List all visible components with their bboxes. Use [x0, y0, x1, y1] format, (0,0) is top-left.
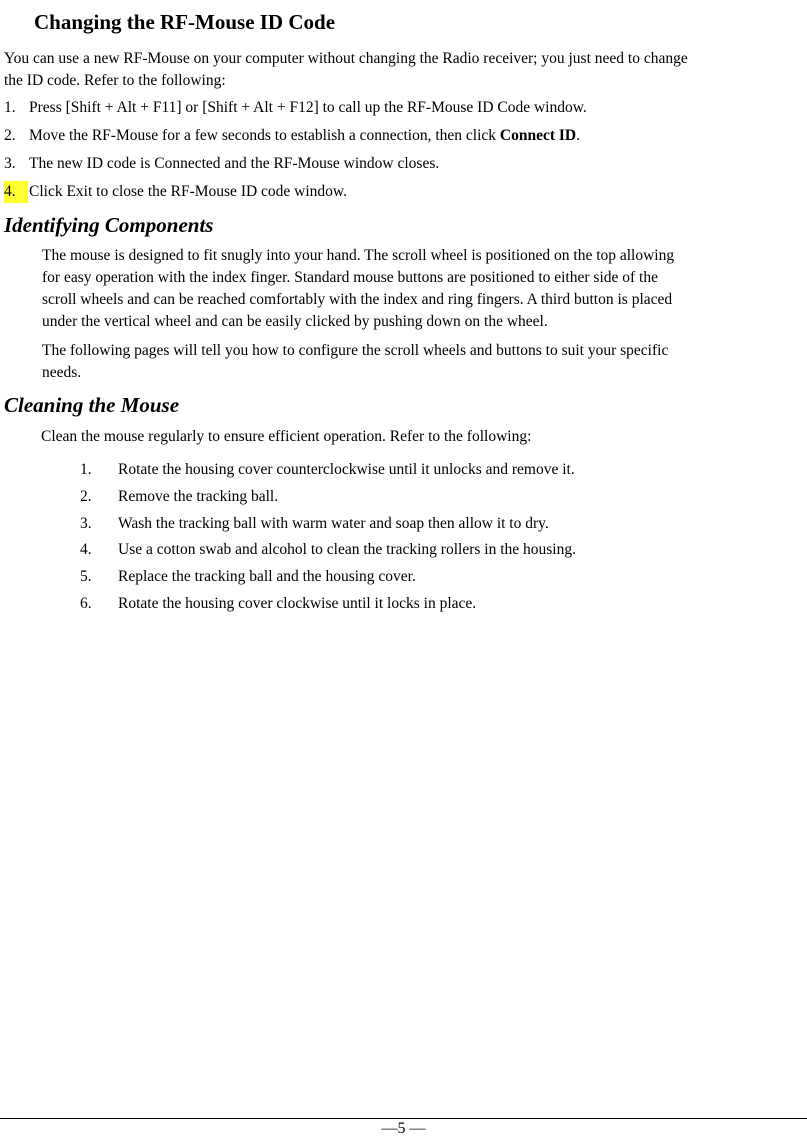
step-number: 6.: [80, 595, 92, 612]
step-text: Remove the tracking ball.: [118, 488, 279, 505]
step-text: The new ID code is Connected and the RF-Mouse window closes.: [29, 155, 440, 172]
step-number: 1.: [80, 461, 92, 478]
step-text-part: .: [576, 127, 581, 144]
step-text: Rotate the housing cover counterclockwise until it unlocks and remove it.: [118, 461, 575, 478]
paragraph-line: for easy operation with the index finger. Standard mouse buttons are positioned to either side of the: [42, 269, 658, 286]
step-text: [29, 125, 580, 147]
section-title-identifying: Identifying Components: [4, 213, 214, 237]
step-text: Use a cotton swab and alcohol to clean the tracking rollers in the housing.: [118, 541, 576, 558]
page-number: —5 —: [381, 1120, 426, 1137]
step-text: Click Exit to close the RF-Mouse ID code window.: [29, 183, 347, 200]
step-number: 3.: [80, 515, 92, 532]
step-text: Press [Shift + Alt + F11] or [Shift + Alt + F12] to call up the RF-Mouse ID Code window.: [29, 99, 587, 116]
list-item: [4, 97, 587, 119]
step-number: 1.: [4, 99, 16, 116]
list-item: [80, 459, 575, 481]
step-number: 2.: [80, 488, 92, 505]
step-text: Wash the tracking ball with warm water and soap then allow it to dry.: [118, 515, 549, 532]
list-item: [80, 513, 549, 535]
cleaning-intro: Clean the mouse regularly to ensure efficient operation. Refer to the following:: [41, 428, 532, 445]
step-number: 4.: [80, 541, 92, 558]
step-text: Rotate the housing cover clockwise until it locks in place.: [118, 595, 477, 612]
intro-line-1: You can use a new RF-Mouse on your computer without changing the Radio receiver; you just need to change: [4, 50, 688, 67]
paragraph-line: under the vertical wheel and can be easily clicked by pushing down on the wheel.: [42, 313, 548, 330]
list-item: [80, 486, 279, 508]
step-text: Replace the tracking ball and the housing cover.: [118, 568, 416, 585]
list-item: [4, 153, 440, 175]
list-item: [4, 125, 794, 147]
step-text-part: Move the RF-Mouse for a few seconds to establish a connection, then click: [29, 127, 500, 144]
paragraph-line: needs.: [42, 364, 82, 381]
list-item: [80, 539, 576, 561]
list-item: [80, 593, 477, 615]
step-number: 5.: [80, 568, 92, 585]
step-number: 2.: [4, 127, 16, 144]
list-item: [80, 566, 416, 588]
paragraph-line: The following pages will tell you how to configure the scroll wheels and buttons to suit your specific: [42, 342, 669, 359]
connect-id-label: Connect ID: [499, 127, 577, 144]
step-number: 3.: [4, 155, 16, 172]
paragraph-line: The mouse is designed to fit snugly into your hand. The scroll wheel is positioned on the top allowing: [42, 247, 675, 264]
section-title-cleaning: Cleaning the Mouse: [4, 393, 180, 417]
step-number-highlighted: 4.: [4, 181, 28, 203]
intro-line-2: the ID code. Refer to the following:: [4, 72, 226, 89]
section-title-change-id: Changing the RF-Mouse ID Code: [34, 10, 336, 34]
list-item: [4, 181, 347, 203]
paragraph-line: scroll wheels and can be reached comfortably with the index and ring fingers. A third button is placed: [42, 291, 673, 308]
